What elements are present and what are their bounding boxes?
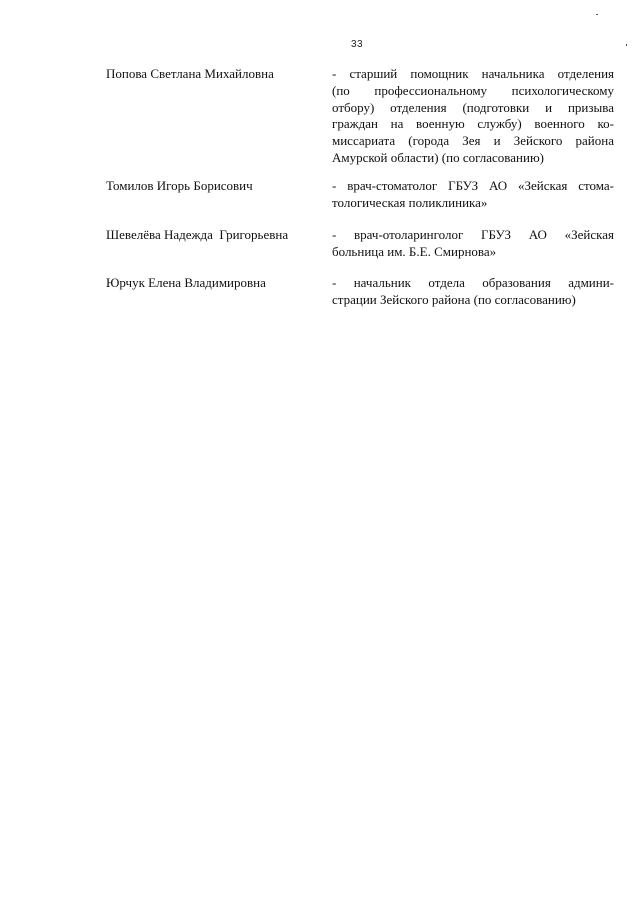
role-line: тологическая поликлиника» [332, 194, 488, 210]
role-line: - начальник отдела образования админи- [332, 275, 614, 290]
member-role [332, 66, 614, 167]
role-line: страции Зейского района (по согласованию) [332, 291, 576, 307]
role-line: граждан на военную службу) военного ко- [332, 116, 614, 132]
role-line: Амурской области) (по согласованию) [332, 149, 544, 165]
role-line: - врач-стоматолог ГБУЗ АО «Зейская стома- [332, 178, 614, 193]
member-role [332, 227, 614, 261]
member-role [332, 178, 614, 212]
page-number: 33 [351, 39, 364, 50]
role-line: миссариата (города Зея и Зейского района [332, 133, 614, 149]
scan-speck [596, 14, 598, 15]
member-name: Юрчук Елена Владимировна [106, 275, 266, 290]
member-name: Шевелёва Надежда Григорьевна [106, 227, 289, 242]
scan-speck [626, 44, 627, 46]
role-line: - врач-отоларинголог ГБУЗ АО «Зейская [332, 227, 614, 242]
member-name: Томилов Игорь Борисович [106, 178, 253, 193]
role-line: (по профессиональному психологическому [332, 82, 614, 98]
member-role [332, 275, 614, 309]
role-line: отбору) отделения (подготовки и призыва [332, 99, 614, 115]
role-line: - старший помощник начальника отделения [332, 66, 614, 81]
role-line: больница им. Б.Е. Смирнова» [332, 243, 497, 259]
member-name: Попова Светлана Михайловна [106, 66, 274, 81]
